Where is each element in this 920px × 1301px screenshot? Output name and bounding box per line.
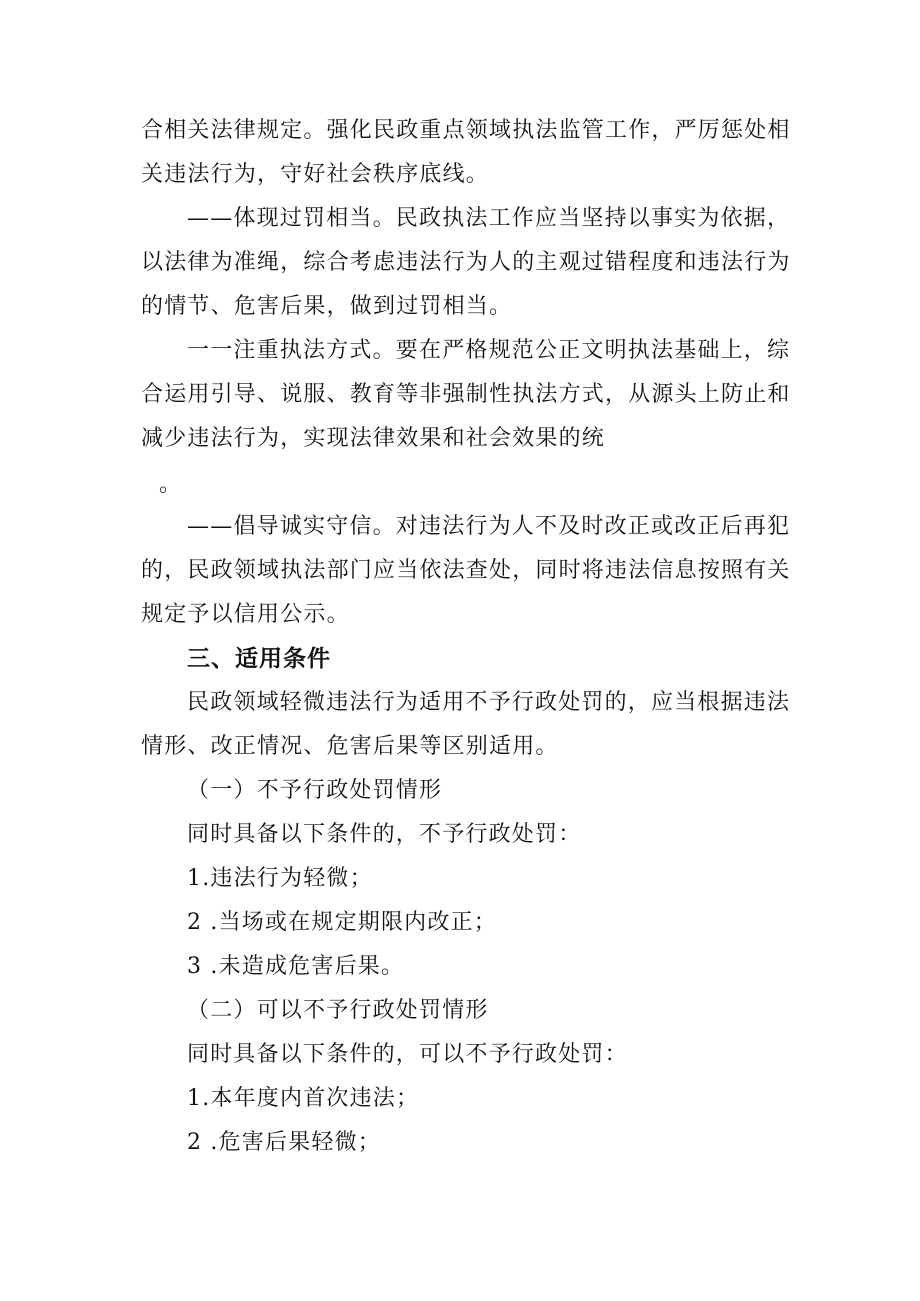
paragraph-line: 规定予以信用公示。 [141, 602, 350, 627]
list-item: 3 .未造成危害后果。 [187, 954, 405, 979]
list-item: 1.违法行为轻微； [187, 866, 373, 891]
paragraph-line: 一一注重执法方式。要在严格规范公正文明执法基础上，综 [187, 338, 791, 363]
paragraph-line: 合运用引导、说服、教育等非强制性执法方式，从源头上防止和 [141, 382, 791, 407]
paragraph-line: 的情节、危害后果，做到过罚相当。 [141, 294, 513, 319]
paragraph-line: ——倡导诚实守信。对违法行为人不及时改正或改正后再犯 [187, 514, 791, 539]
subsection-heading: （二）可以不予行政处罚情形 [187, 998, 489, 1023]
list-item: 2 .危害后果轻微； [187, 1130, 381, 1155]
paragraph-line: 同时具备以下条件的，不予行政处罚： [187, 822, 582, 847]
subsection-heading: （一）不予行政处罚情形 [187, 778, 443, 803]
section-heading: 三、适用条件 [187, 646, 331, 672]
list-item: 2 .当场或在规定期限内改正； [187, 910, 497, 935]
paragraph-line: 同时具备以下条件的，可以不予行政处罚： [187, 1042, 628, 1067]
paragraph-line: 减少违法行为，实现法律效果和社会效果的统 [141, 426, 606, 451]
paragraph-line: 。 [159, 472, 183, 497]
paragraph-line: 民政领域轻微违法行为适用不予行政处罚的，应当根据违法 [187, 690, 791, 715]
paragraph-line: 情形、改正情况、危害后果等区别适用。 [141, 734, 559, 759]
paragraph-line: 的，民政领域执法部门应当依法查处，同时将违法信息按照有关 [141, 558, 791, 583]
paragraph-line: 以法律为准绳，综合考虑违法行为人的主观过错程度和违法行为 [141, 250, 791, 275]
list-item: 1.本年度内首次违法； [187, 1086, 420, 1111]
paragraph-line: 合相关法律规定。强化民政重点领域执法监管工作，严厉惩处相 [141, 118, 791, 143]
paragraph-line: 关违法行为，守好社会秩序底线。 [141, 162, 490, 187]
paragraph-line: ——体现过罚相当。民政执法工作应当坚持以事实为依据， [187, 206, 791, 231]
